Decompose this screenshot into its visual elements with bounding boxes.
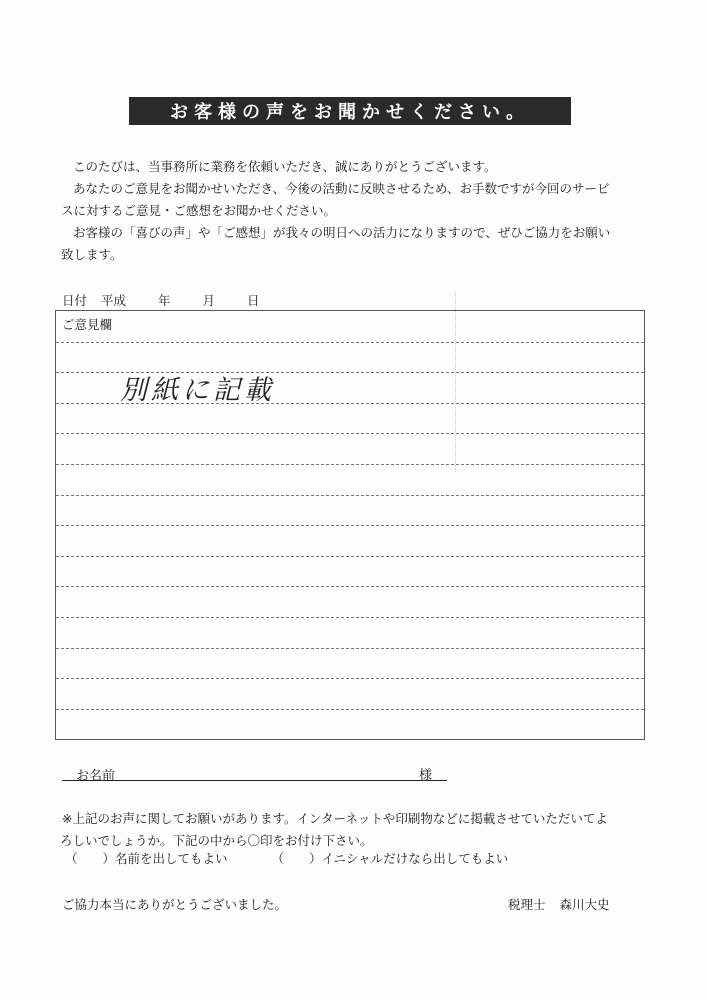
handwritten-note: 別紙に記載: [120, 375, 275, 406]
intro-line: 致します。: [61, 247, 123, 262]
date-year-label: 年: [158, 293, 171, 308]
ruled-line: [56, 464, 644, 465]
intro-line: スに対するご意見・ご感想をお聞かせください。: [61, 203, 337, 218]
ruled-line: [56, 342, 644, 343]
date-era: 平成: [101, 293, 127, 308]
ruled-line: [56, 678, 644, 679]
signature: [508, 895, 610, 913]
intro-line: お客様の「喜びの声」や「ご感想」が我々の明日への活力になりますので、ぜひご協力をお願い: [73, 225, 611, 240]
ruled-line: [56, 495, 644, 496]
name-label: お名前: [76, 769, 116, 784]
date-field[interactable]: [62, 291, 260, 309]
publication-note: [62, 808, 647, 852]
name-input-line[interactable]: [62, 780, 447, 781]
intro-paragraph: [61, 156, 643, 266]
option-initials-ok[interactable]: （ ）イニシャルだけなら出してもよい: [271, 851, 509, 866]
ruled-line: [56, 433, 644, 434]
option-name-ok[interactable]: （ ）名前を出してもよい: [65, 851, 228, 866]
ruled-line: [56, 709, 644, 710]
ruled-line: [56, 648, 644, 649]
ruled-line: [56, 586, 644, 587]
ruled-line: [56, 556, 644, 557]
date-month-label: 月: [202, 293, 216, 308]
opinion-label: ご意見欄: [62, 317, 113, 332]
ruled-line: [56, 525, 644, 526]
name-suffix: 様: [419, 768, 433, 783]
date-day-label: 日: [247, 293, 260, 308]
date-label: 日付: [62, 293, 88, 308]
intro-line: このたびは、当事務所に業務を依頼いただき、誠にありがとうございます。: [73, 159, 497, 174]
form-title: お客様の声をお聞かせください。: [129, 97, 571, 125]
publication-options: [65, 849, 508, 867]
ruled-line: [56, 617, 644, 618]
signature-name: 森川大史: [559, 897, 610, 912]
note-line: ろしいでしょうか。下記の中から〇印をお付け下さい。: [60, 833, 373, 848]
intro-line: あなたのご意見をお聞かせいただき、今後の活動に反映させるため、お手数ですが今回のサービ: [73, 181, 610, 196]
signature-title: 税理士: [508, 897, 546, 912]
closing-message: ご協力本当にありがとうございました。: [62, 897, 288, 912]
note-line: ※上記のお声に関してお願いがあります。インターネットや印刷物などに掲載させていただいてよ: [62, 811, 608, 826]
